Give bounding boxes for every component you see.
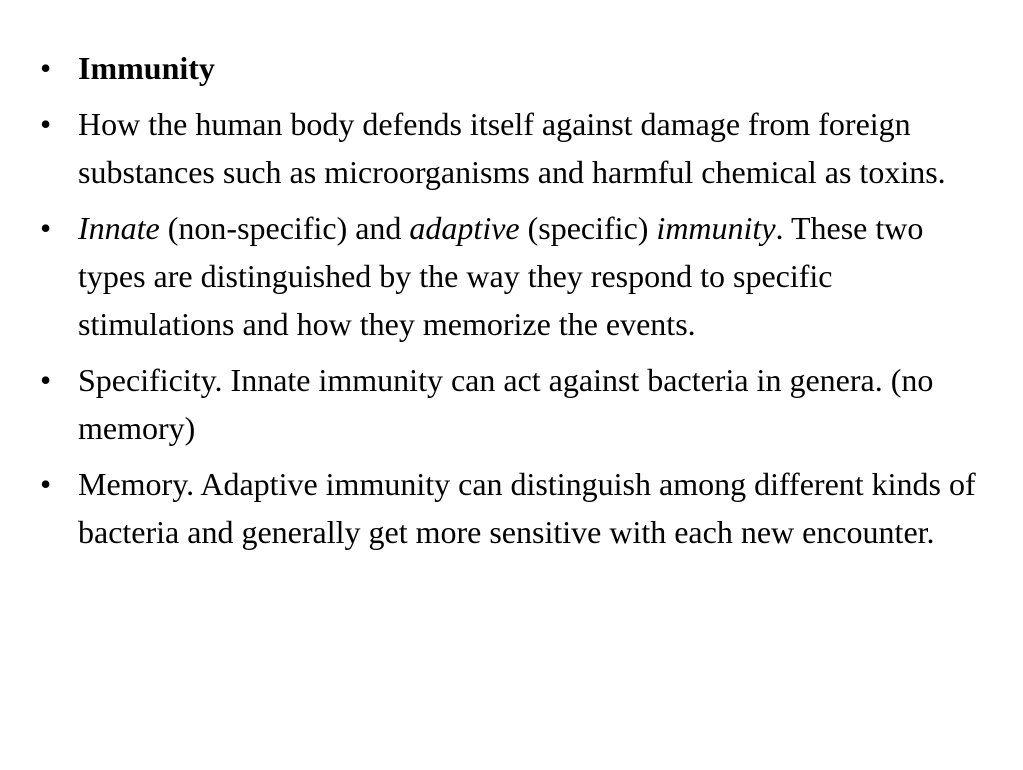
bullet-item-immunity (40, 44, 990, 92)
bullet-icon: • (40, 106, 52, 142)
bullet-item-specificity (40, 356, 990, 452)
bullet-icon: • (40, 466, 52, 502)
bullet-item-definition (40, 100, 990, 196)
bullet-text: Memory. Adaptive immunity can distinguish among different kinds of bacteria and generally get more sensitive with each new encounter. (78, 466, 976, 550)
bullet-icon: • (40, 210, 52, 246)
bullet-text: How the human body defends itself against damage from foreign substances such as microorganisms and harmful chemical as toxins. (78, 106, 946, 190)
bullet-list (40, 44, 990, 564)
bullet-text: Specificity. Innate immunity can act against bacteria in genera. (no memory) (78, 362, 934, 446)
bullet-icon: • (40, 362, 52, 398)
term-adaptive: adaptive (409, 210, 520, 246)
bullet-text-part: . These two types are distinguished by the way they respond to specific stimulations and how they memorize the events. (78, 210, 924, 342)
term-immunity: immunity (656, 210, 776, 246)
bullet-item-memory (40, 460, 990, 556)
term-innate: Innate (78, 210, 160, 246)
bullet-text-part: (specific) (519, 210, 657, 246)
bullet-icon: • (40, 50, 52, 86)
bullet-item-types (40, 204, 990, 348)
bullet-text-part: (non-specific) and (159, 210, 410, 246)
bullet-title: Immunity (78, 50, 215, 86)
